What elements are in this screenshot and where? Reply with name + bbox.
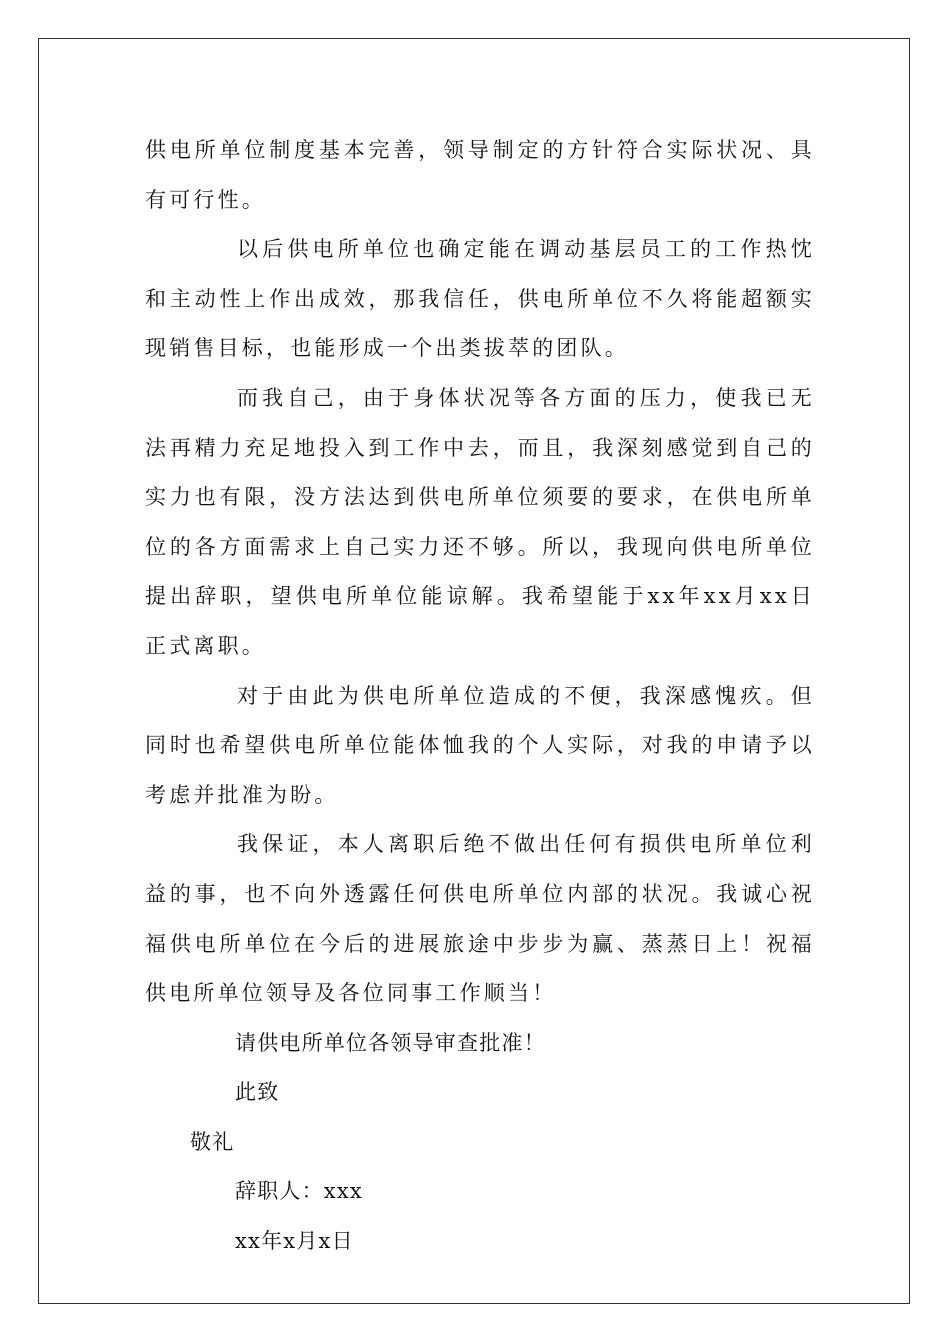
paragraph-2: 以后供电所单位也确定能在调动基层员工的工作热忱和主动性上作出成效，那我信任，供电所单位不久将能超额实现销售目标，也能形成一个出类拔萃的团队。: [145, 237, 815, 361]
paragraph-3: 而我自己，由于身体状况等各方面的压力，使我已无法再精力充足地投入到工作中去，而且，我深刻感觉到自己的实力也有限，没方法达到供电所单位须要的要求，在供电所单位的各方面需求上自己实力还不够。所以，我现向供电所单位提出辞职，望供电所单位能谅解。我希望能于xx年xx月xx日正式离职。: [145, 385, 815, 658]
closing-request: 请供电所单位各领导审查批准！: [235, 1030, 546, 1055]
paragraph-1: 供电所单位制度基本完善，领导制定的方针符合实际状况、具有可行性。: [145, 138, 815, 212]
paragraph-5: 我保证，本人离职后绝不做出任何有损供电所单位利益的事，也不向外透露任何供电所单位内部的状况。我诚心祝福供电所单位在今后的进展旅途中步步为赢、蒸蒸日上！祝福供电所单位领导及各位同事工作顺当！: [145, 832, 815, 1006]
signer: 辞职人：xxx: [235, 1179, 363, 1204]
paragraph-4: 对于由此为供电所单位造成的不便，我深感愧疚。但同时也希望供电所单位能体恤我的个人实际，对我的申请予以考虑并批准为盼。: [145, 683, 815, 807]
letter-body: [145, 126, 815, 1267]
closing-jing-li: 敬礼: [190, 1129, 235, 1154]
date: xx年x月x日: [235, 1229, 354, 1254]
closing-ci-zhi: 此致: [235, 1080, 280, 1105]
